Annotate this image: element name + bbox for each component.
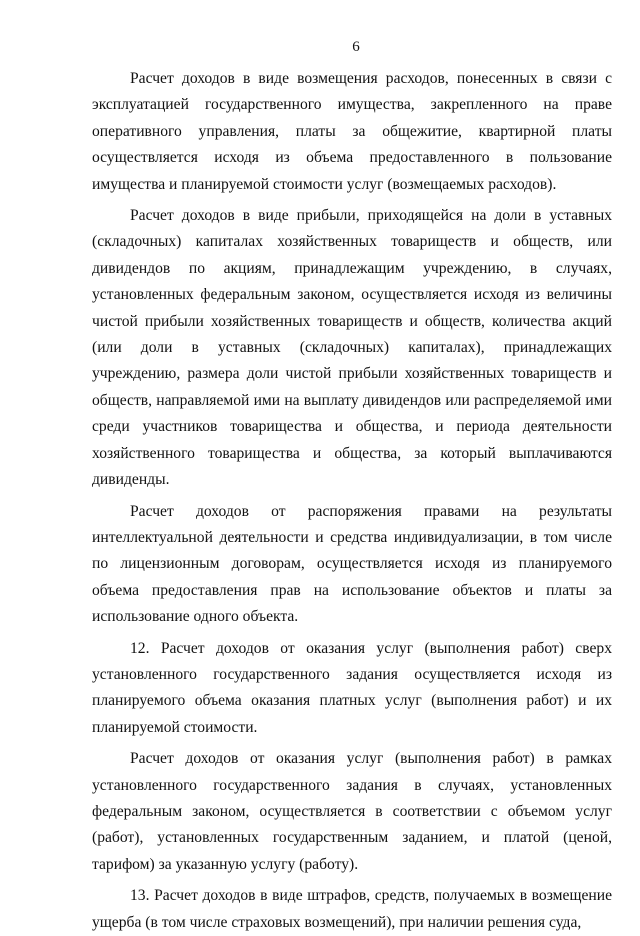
paragraph-expense-reimbursement: Расчет доходов в виде возмещения расходов, понесенных в связи с эксплуатацией государственного имущества, закрепленного на праве оперативного управления, платы за общежитие, квартирной платы осуществляется исходя из объема предоставленного в пользование имущества и планируемой стоимости услуг (возмещаемых расходов). (92, 70, 612, 193)
paragraph-profit-dividends: Расчет доходов в виде прибыли, приходящейся на доли в уставных (складочных) капиталах хозяйственных товариществ и обществ, или дивидендов по акциям, принадлежащим учреждению, в случаях, установленных федеральным законом, осуществляется исходя из величины чистой прибыли хозяйственных товариществ и обществ, количества акций (или доли в уставных (складочных) капиталах), принадлежащих учреждению, размера доли чистой прибыли хозяйственных товариществ и обществ, направляемой ими на выплату дивидендов или распределяемой ими среди участников товарищества и общества, и периода деятельности хозяйственного товарищества и общества, за который выплачиваются дивиденды. (92, 207, 612, 489)
page-number: 6 (352, 39, 360, 55)
paragraph-state-assignment-services: Расчет доходов от оказания услуг (выполнения работ) в рамках установленного государственного задания в случаях, установленных федеральным законом, осуществляется в соответствии с объемом услуг (работ), установленных государственным заданием, и платой (ценой, тарифом) за указанную услугу (работу). (92, 750, 612, 873)
paragraph-item-13-fines: 13. Расчет доходов в виде штрафов, средств, получаемых в возмещение ущерба (в том числе страховых возмещений), при наличии решения суда, (92, 887, 612, 931)
paragraph-item-12-services: 12. Расчет доходов от оказания услуг (выполнения работ) сверх установленного государственного задания осуществляется исходя из планируемого объема оказания платных услуг (выполнения работ) и их планируемой стоимости. (92, 639, 612, 736)
paragraph-intellectual-property: Расчет доходов от распоряжения правами на результаты интеллектуальной деятельности и средства индивидуализации, в том числе по лицензионным договорам, осуществляется исходя из планируемого объема предоставления прав на использование объектов и платы за использование одного объекта. (92, 502, 612, 626)
